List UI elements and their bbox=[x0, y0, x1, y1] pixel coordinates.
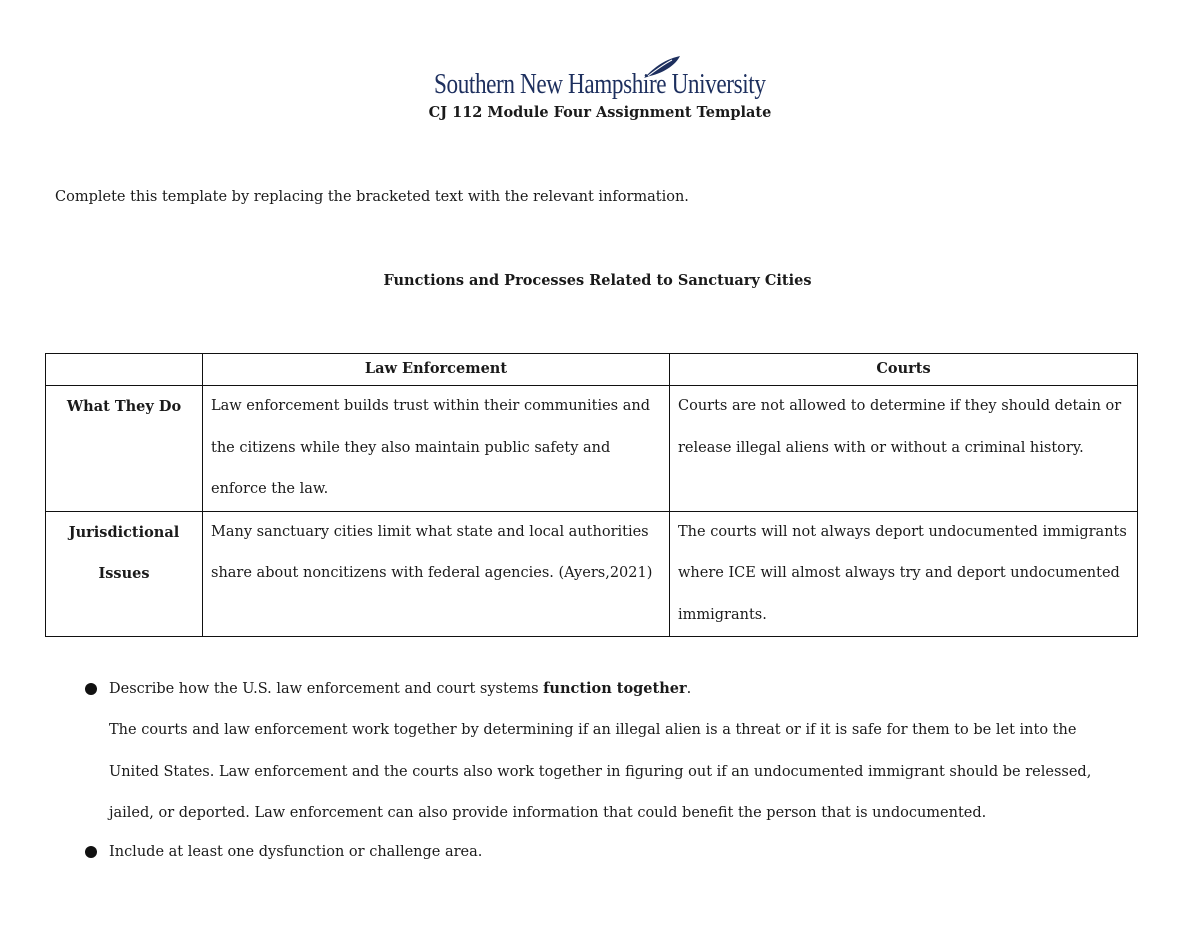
table-row bbox=[46, 511, 1138, 637]
table-header-law-enforcement: Law Enforcement bbox=[203, 354, 670, 386]
document-title: CJ 112 Module Four Assignment Template bbox=[428, 104, 772, 121]
intro-text: Complete this template by replacing the bracketed text with the relevant information. bbox=[55, 189, 689, 205]
cell-law-enforcement: Many sanctuary cities limit what state and local authorities share about noncitizens with federal agencies. (Ayers,2021) bbox=[203, 511, 670, 637]
logo-wordmark: Southern New Hampshire University bbox=[434, 68, 766, 100]
bullet-icon bbox=[85, 683, 97, 695]
bullet-list bbox=[85, 676, 1125, 865]
bullet-prompt: Describe how the U.S. law enforcement and court systems bbox=[109, 681, 544, 697]
bullet-prompt-bold: function together bbox=[543, 680, 687, 697]
table-header-row bbox=[46, 354, 1138, 386]
cell-courts: The courts will not always deport undocumented immigrants where ICE will almost always try and deport undocumented immigrants. bbox=[670, 511, 1138, 637]
bullet-answer: The courts and law enforcement work together by determining if an illegal alien is a threat or if it is safe for them to be let into the United States. Law enforcement and the courts also work together in figuring out if an undocumented immigrant should be relessed, jailed, or deported. Law enforcement can also provide information that could benefit the person that is undocumented. bbox=[109, 722, 1092, 821]
bullet-prompt: Include at least one dysfunction or challenge area. bbox=[109, 843, 483, 860]
table-row bbox=[46, 386, 1138, 512]
section-heading: Functions and Processes Related to Sanctuary Cities bbox=[383, 272, 812, 289]
bullet-icon bbox=[85, 846, 97, 858]
cell-courts: Courts are not allowed to determine if they should detain or release illegal aliens with or without a criminal history. bbox=[670, 386, 1138, 512]
snhu-logo bbox=[434, 54, 774, 104]
functions-table bbox=[45, 353, 1138, 637]
table-header-courts: Courts bbox=[670, 354, 1138, 386]
list-item bbox=[85, 839, 1125, 865]
feather-icon bbox=[642, 54, 682, 80]
row-label-jurisdictional-issues: Jurisdictional Issues bbox=[46, 511, 203, 637]
table-header-empty bbox=[46, 354, 203, 386]
cell-law-enforcement: Law enforcement builds trust within their communities and the citizens while they also maintain public safety and enforce the law. bbox=[203, 386, 670, 512]
row-label-what-they-do: What They Do bbox=[46, 386, 203, 512]
bullet-prompt-suffix: . bbox=[686, 681, 692, 697]
list-item bbox=[85, 676, 1125, 702]
